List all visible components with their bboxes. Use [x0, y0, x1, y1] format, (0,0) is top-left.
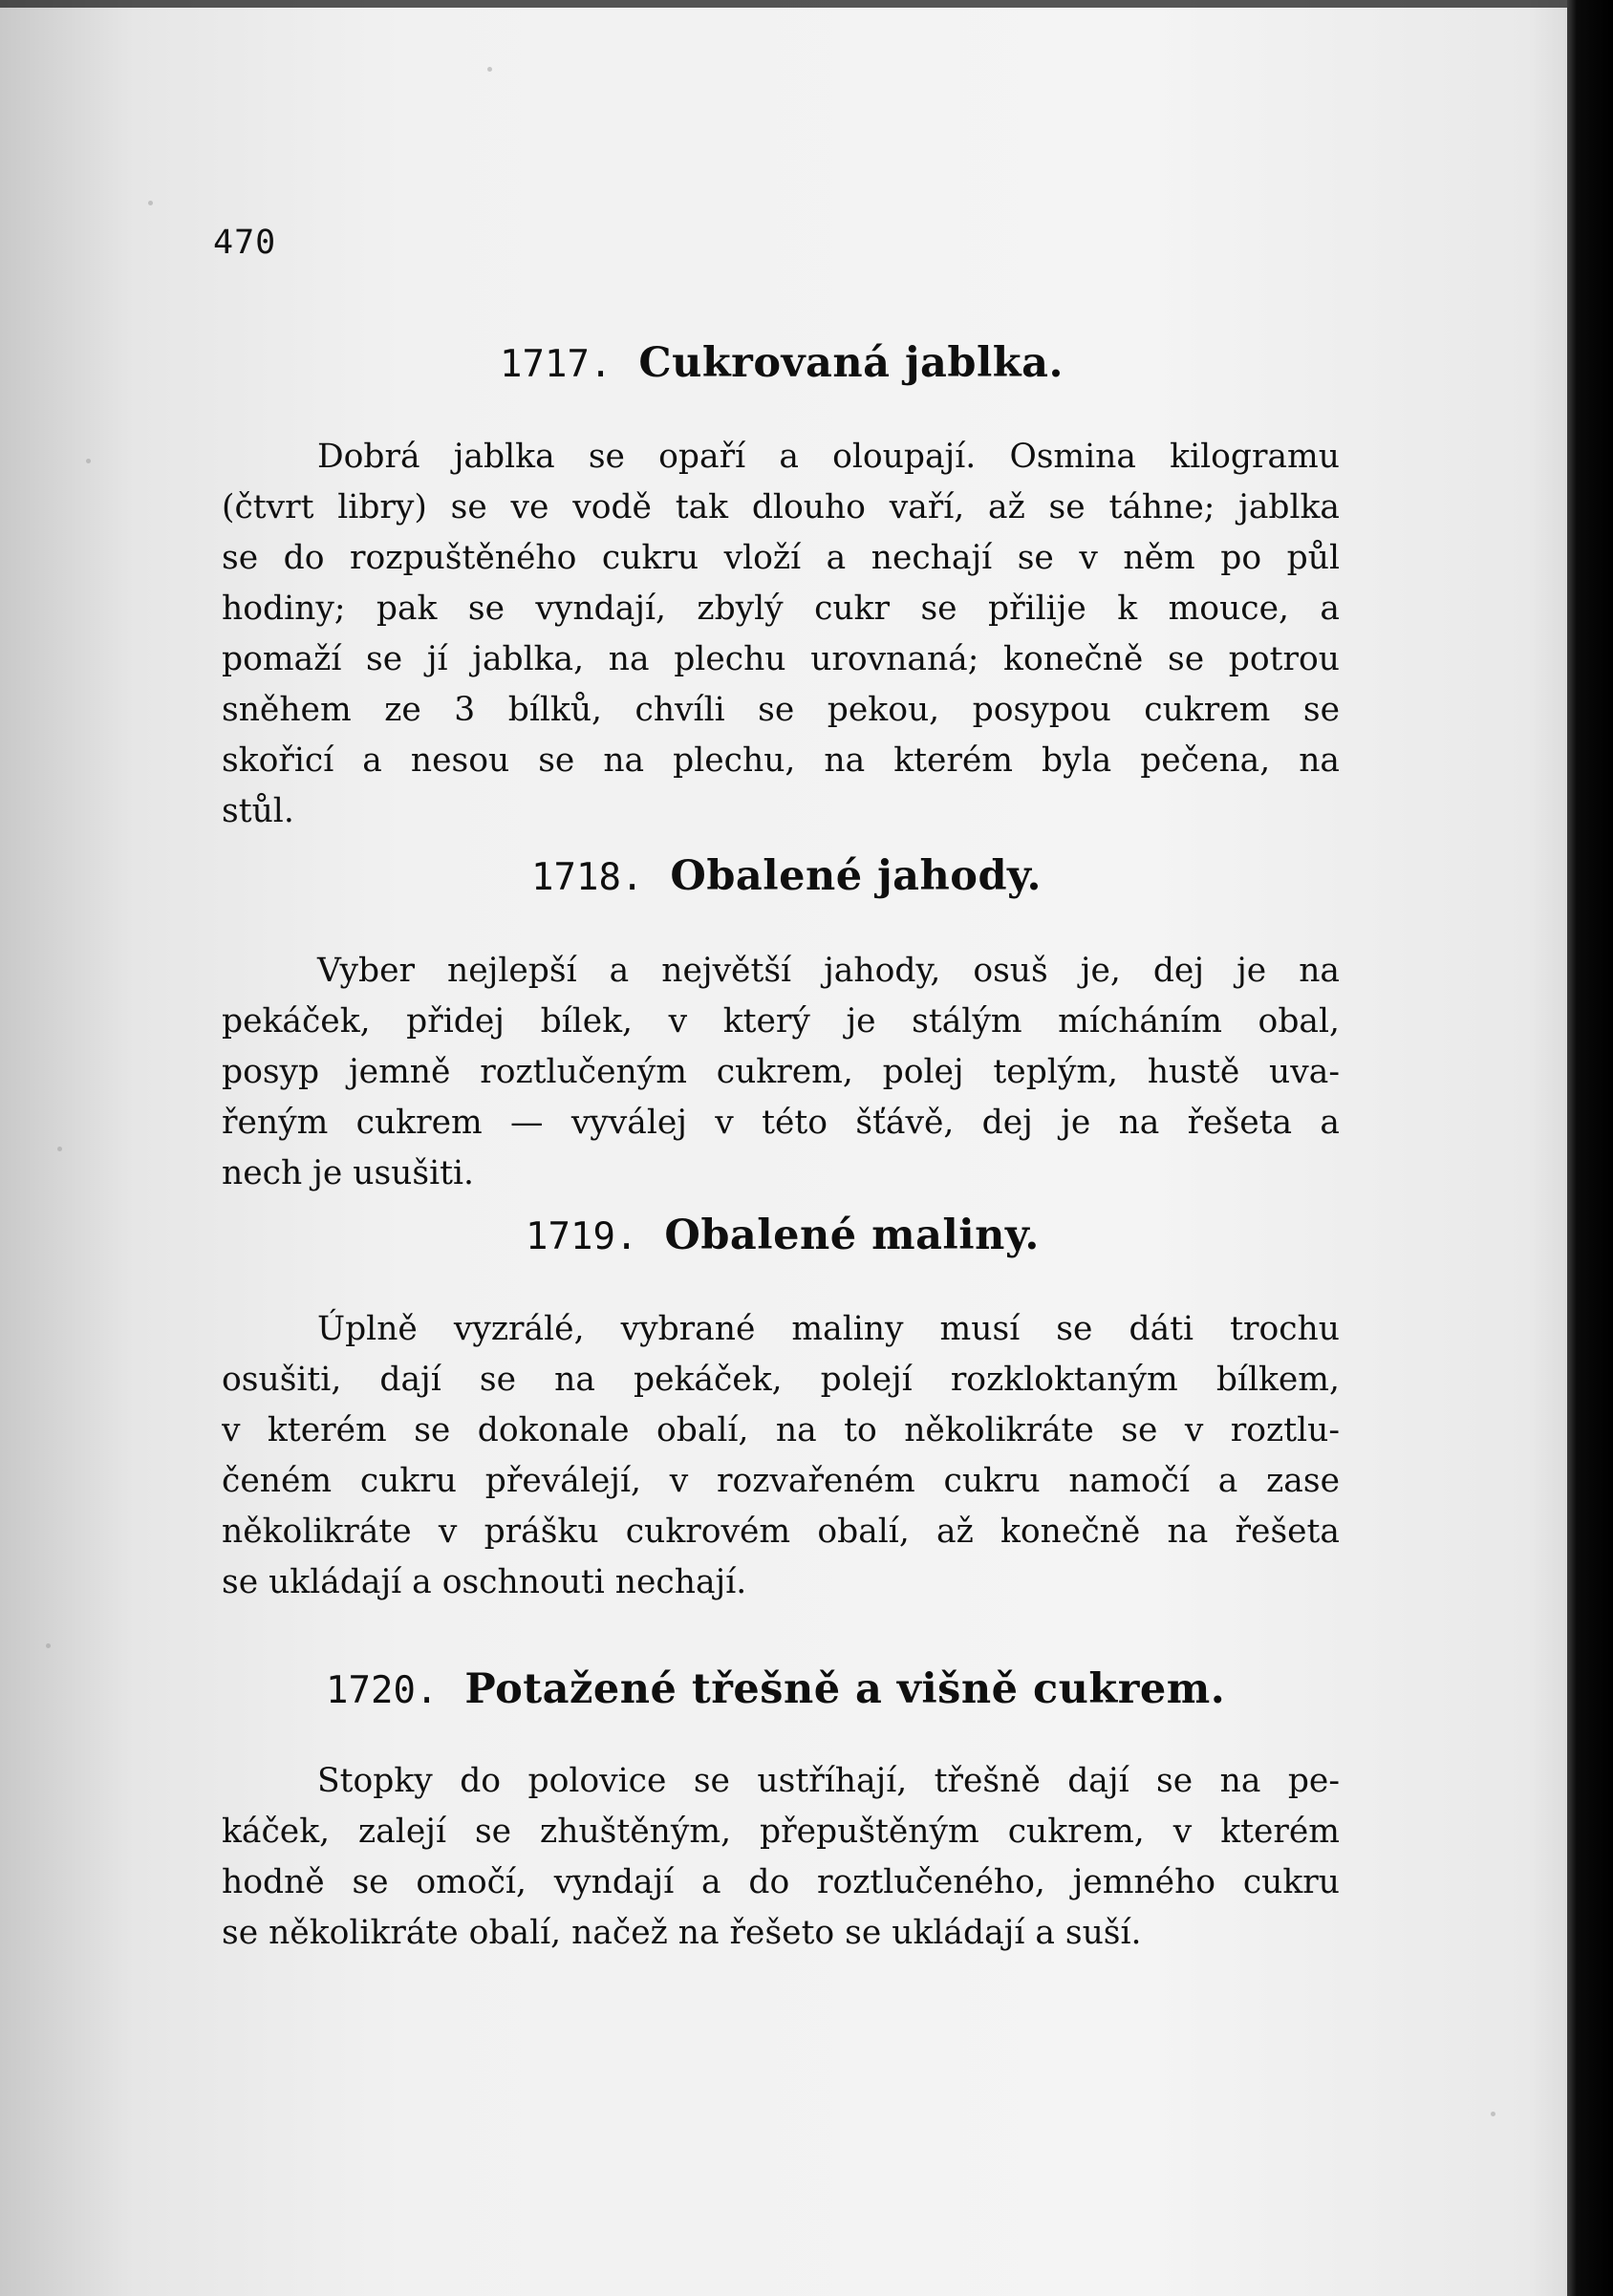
scan-speck	[46, 1643, 51, 1648]
recipe-text-1720	[222, 1756, 1340, 1959]
recipe-heading-1719	[526, 1212, 1040, 1259]
recipe-title: Obalené maliny.	[664, 1212, 1040, 1259]
scan-right-margin	[1567, 0, 1613, 2296]
text-line: pomaží se jí jablka, na plechu urovnaná; konečně se potrou	[222, 640, 1340, 678]
scan-top-edge	[0, 0, 1567, 8]
recipe-text-1717	[222, 432, 1340, 837]
recipe-number: 1717.	[500, 343, 613, 386]
text-line: Úplně vyzrálé, vybrané maliny musí se dáti trochu	[317, 1310, 1340, 1348]
page-number: 470	[213, 224, 277, 262]
scan-speck	[1491, 2112, 1495, 2116]
text-line: v kterém se dokonale obalí, na to několikráte se v roztlu-	[222, 1411, 1340, 1449]
text-line: řeným cukrem — vyválej v této šťávě, dej je na řešeta a	[222, 1104, 1340, 1142]
text-line: káček, zalejí se zhuštěným, přepuštěným cukrem, v kterém	[222, 1813, 1340, 1851]
scan-speck	[148, 201, 153, 205]
text-line: sněhem ze 3 bílků, chvíli se pekou, posypou cukrem se	[222, 691, 1340, 729]
text-line: čeném cukru převálejí, v rozvařeném cukru namočí a zase	[222, 1462, 1340, 1500]
text-line: hodiny; pak se vyndají, zbylý cukr se přilije k mouce, a	[222, 590, 1340, 628]
text-line: několikráte v prášku cukrovém obalí, až konečně na řešeta	[222, 1513, 1340, 1551]
text-line: se ukládají a oschnouti nechají.	[222, 1563, 747, 1601]
recipe-text-1718	[222, 946, 1340, 1199]
recipe-title: Cukrovaná jablka.	[638, 339, 1064, 387]
recipe-text-1719	[222, 1304, 1340, 1608]
text-line: Vyber nejlepší a největší jahody, osuš je, dej je na	[317, 952, 1340, 990]
text-line: stůl.	[222, 792, 294, 830]
recipe-title: Potažené třešně a višně cukrem.	[464, 1665, 1226, 1713]
recipe-heading-1720	[326, 1665, 1225, 1713]
scan-speck	[487, 67, 492, 72]
recipe-number: 1718.	[531, 856, 644, 899]
text-line: (čtvrt libry) se ve vodě tak dlouho vaří, až se táhne; jablka	[222, 488, 1340, 526]
text-line: se do rozpuštěného cukru vloží a nechají se v něm po půl	[222, 539, 1340, 577]
recipe-title: Obalené jahody.	[670, 852, 1043, 900]
text-line: pekáček, přidej bílek, v který je stálým mícháním obal,	[222, 1002, 1340, 1041]
scan-speck	[86, 459, 91, 463]
text-line: osušiti, dají se na pekáček, polejí rozkloktaným bílkem,	[222, 1361, 1340, 1399]
recipe-heading-1718	[531, 852, 1042, 900]
recipe-heading-1717	[500, 339, 1064, 387]
text-line: skořicí a nesou se na plechu, na kterém byla pečena, na	[222, 741, 1340, 780]
text-line: hodně se omočí, vyndají a do roztlučeného, jemného cukru	[222, 1863, 1340, 1901]
text-line: Stopky do polovice se ustříhají, třešně dají se na pe-	[317, 1762, 1340, 1800]
text-line: nech je usušiti.	[222, 1154, 474, 1192]
text-line: se několikráte obalí, načež na řešeto se ukládají a suší.	[222, 1914, 1142, 1952]
text-line: Dobrá jablka se opaří a oloupají. Osmina kilogramu	[317, 438, 1340, 476]
recipe-number: 1719.	[526, 1215, 638, 1258]
recipe-number: 1720.	[326, 1669, 439, 1712]
scan-speck	[57, 1147, 62, 1151]
text-line: posyp jemně roztlučeným cukrem, polej teplým, hustě uva-	[222, 1053, 1340, 1091]
